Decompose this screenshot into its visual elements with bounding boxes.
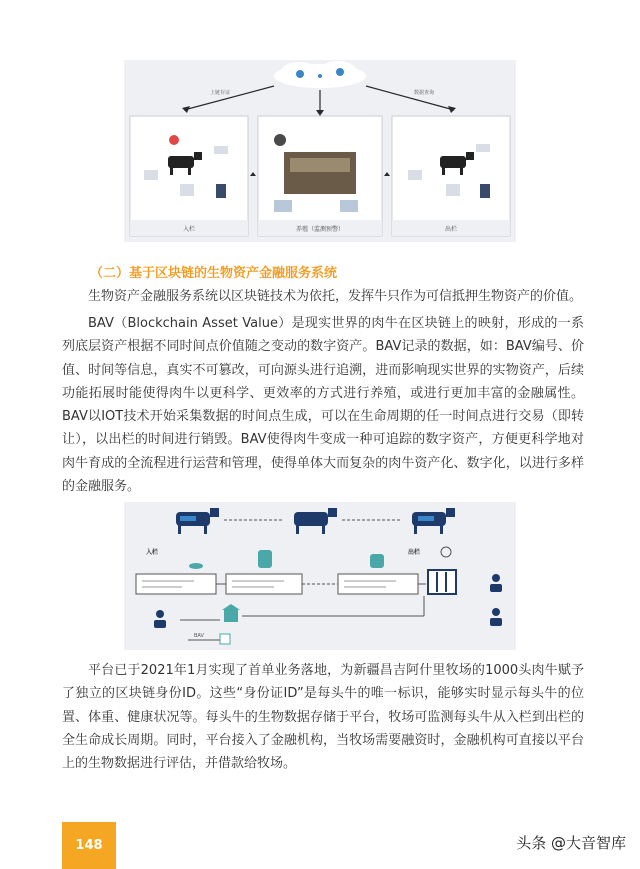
bank-icon: [224, 610, 238, 622]
flow-box: [226, 574, 302, 594]
device-icon: [274, 200, 292, 212]
ledger-icon: [428, 570, 456, 594]
coin-stack-icon: [370, 554, 384, 568]
lifecycle-diagram: [124, 60, 516, 242]
cloud-icon: [274, 61, 366, 88]
arrow-left-label: 上链存证: [210, 90, 231, 96]
arrow-to-right-stage: [366, 86, 454, 110]
cow-icon: [294, 508, 337, 534]
sensor-icon: [169, 135, 179, 145]
paragraph-case: 平台已于2021年1月实现了首单业务落地，为新疆昌吉阿什里牧场的1000头肉牛赋予了独立的区块链身份ID。这些“身份证ID”是每头牛的唯一标识，能够实时显示每头牛的位置、体重、健康状况等。每头牛的生物数据存储于平台，牧场可监测每头牛从入栏到出栏的全生命成长周期。同时，平台接入了金融机构，当牧场需要融资时，金融机构可直接以平台上的生物数据进行评估，并借款给牧场。: [62, 663, 584, 772]
bav-flow-diagram-svg: [124, 502, 516, 650]
bav-tag-label: BAV: [194, 633, 204, 639]
refresh-icon: [441, 547, 451, 557]
section-heading: （二）基于区块链的生物资产金融服务系统: [90, 266, 338, 281]
device-icon: [446, 184, 460, 196]
camera-icon: [214, 146, 228, 154]
camera-icon: [476, 144, 490, 152]
device-icon: [480, 184, 490, 198]
arrow-right-label: 数据查询: [414, 90, 435, 96]
vr-icon: [274, 134, 286, 146]
cow-icon: [412, 508, 455, 534]
stage-in-label: 入栏: [182, 226, 196, 233]
lifecycle-diagram-svg: [124, 60, 516, 242]
device-icon: [408, 170, 422, 180]
device-icon: [180, 184, 194, 196]
out-label: 出栏: [408, 549, 421, 556]
page-number: 148: [62, 822, 116, 869]
cow-icon: [176, 508, 219, 534]
paragraph-bav: BAV（Blockchain Asset Value）是现实世界的肉牛在区块链上的映射，形成的一系列底层资产根据不同时间点价值随之变动的数字资产。BAV记录的数据，如：BAV编号、价值、时间等信息，真实不可篡改，可向源头进行追溯，进而影响现实世界的实物资产，后续功能拓展时能使得肉牛以更科学、更效率的方式进行养殖，或进行更加丰富的金融属性。BAV以IOT技术开始采集数据的时间点生成，可以在生命周期的任一时间点进行交易（即转让），以出栏的时间进行销毁。BAV使得肉牛变成一种可追踪的数字资产，方便更科学地对肉牛育成的全流程进行运营和管理，使得单体大而复杂的肉牛资产化、数字化，以进行多样的金融服务。: [62, 316, 584, 495]
flow-box: [338, 574, 418, 594]
person-icon: [490, 608, 502, 626]
coin-stack-icon: [189, 563, 203, 569]
device-icon: [340, 200, 358, 212]
device-icon: [144, 170, 158, 180]
stage-out-label: 出栏: [444, 226, 458, 233]
token-icon: [220, 634, 230, 644]
paragraph-intro: 生物资产金融服务系统以区块链技术为依托，发挥牛只作为可信抵押生物资产的价值。: [88, 289, 583, 304]
stage-mid-label: 养殖（监测预警）: [295, 226, 345, 233]
watermark: 头条 @大音智库: [516, 834, 626, 852]
device-icon: [216, 184, 226, 198]
bav-flow-diagram: [124, 502, 516, 650]
in-label: 入栏: [146, 549, 159, 556]
person-icon: [490, 574, 502, 592]
coin-stack-icon: [258, 550, 272, 568]
flow-box: [136, 574, 216, 594]
person-icon: [154, 610, 166, 628]
